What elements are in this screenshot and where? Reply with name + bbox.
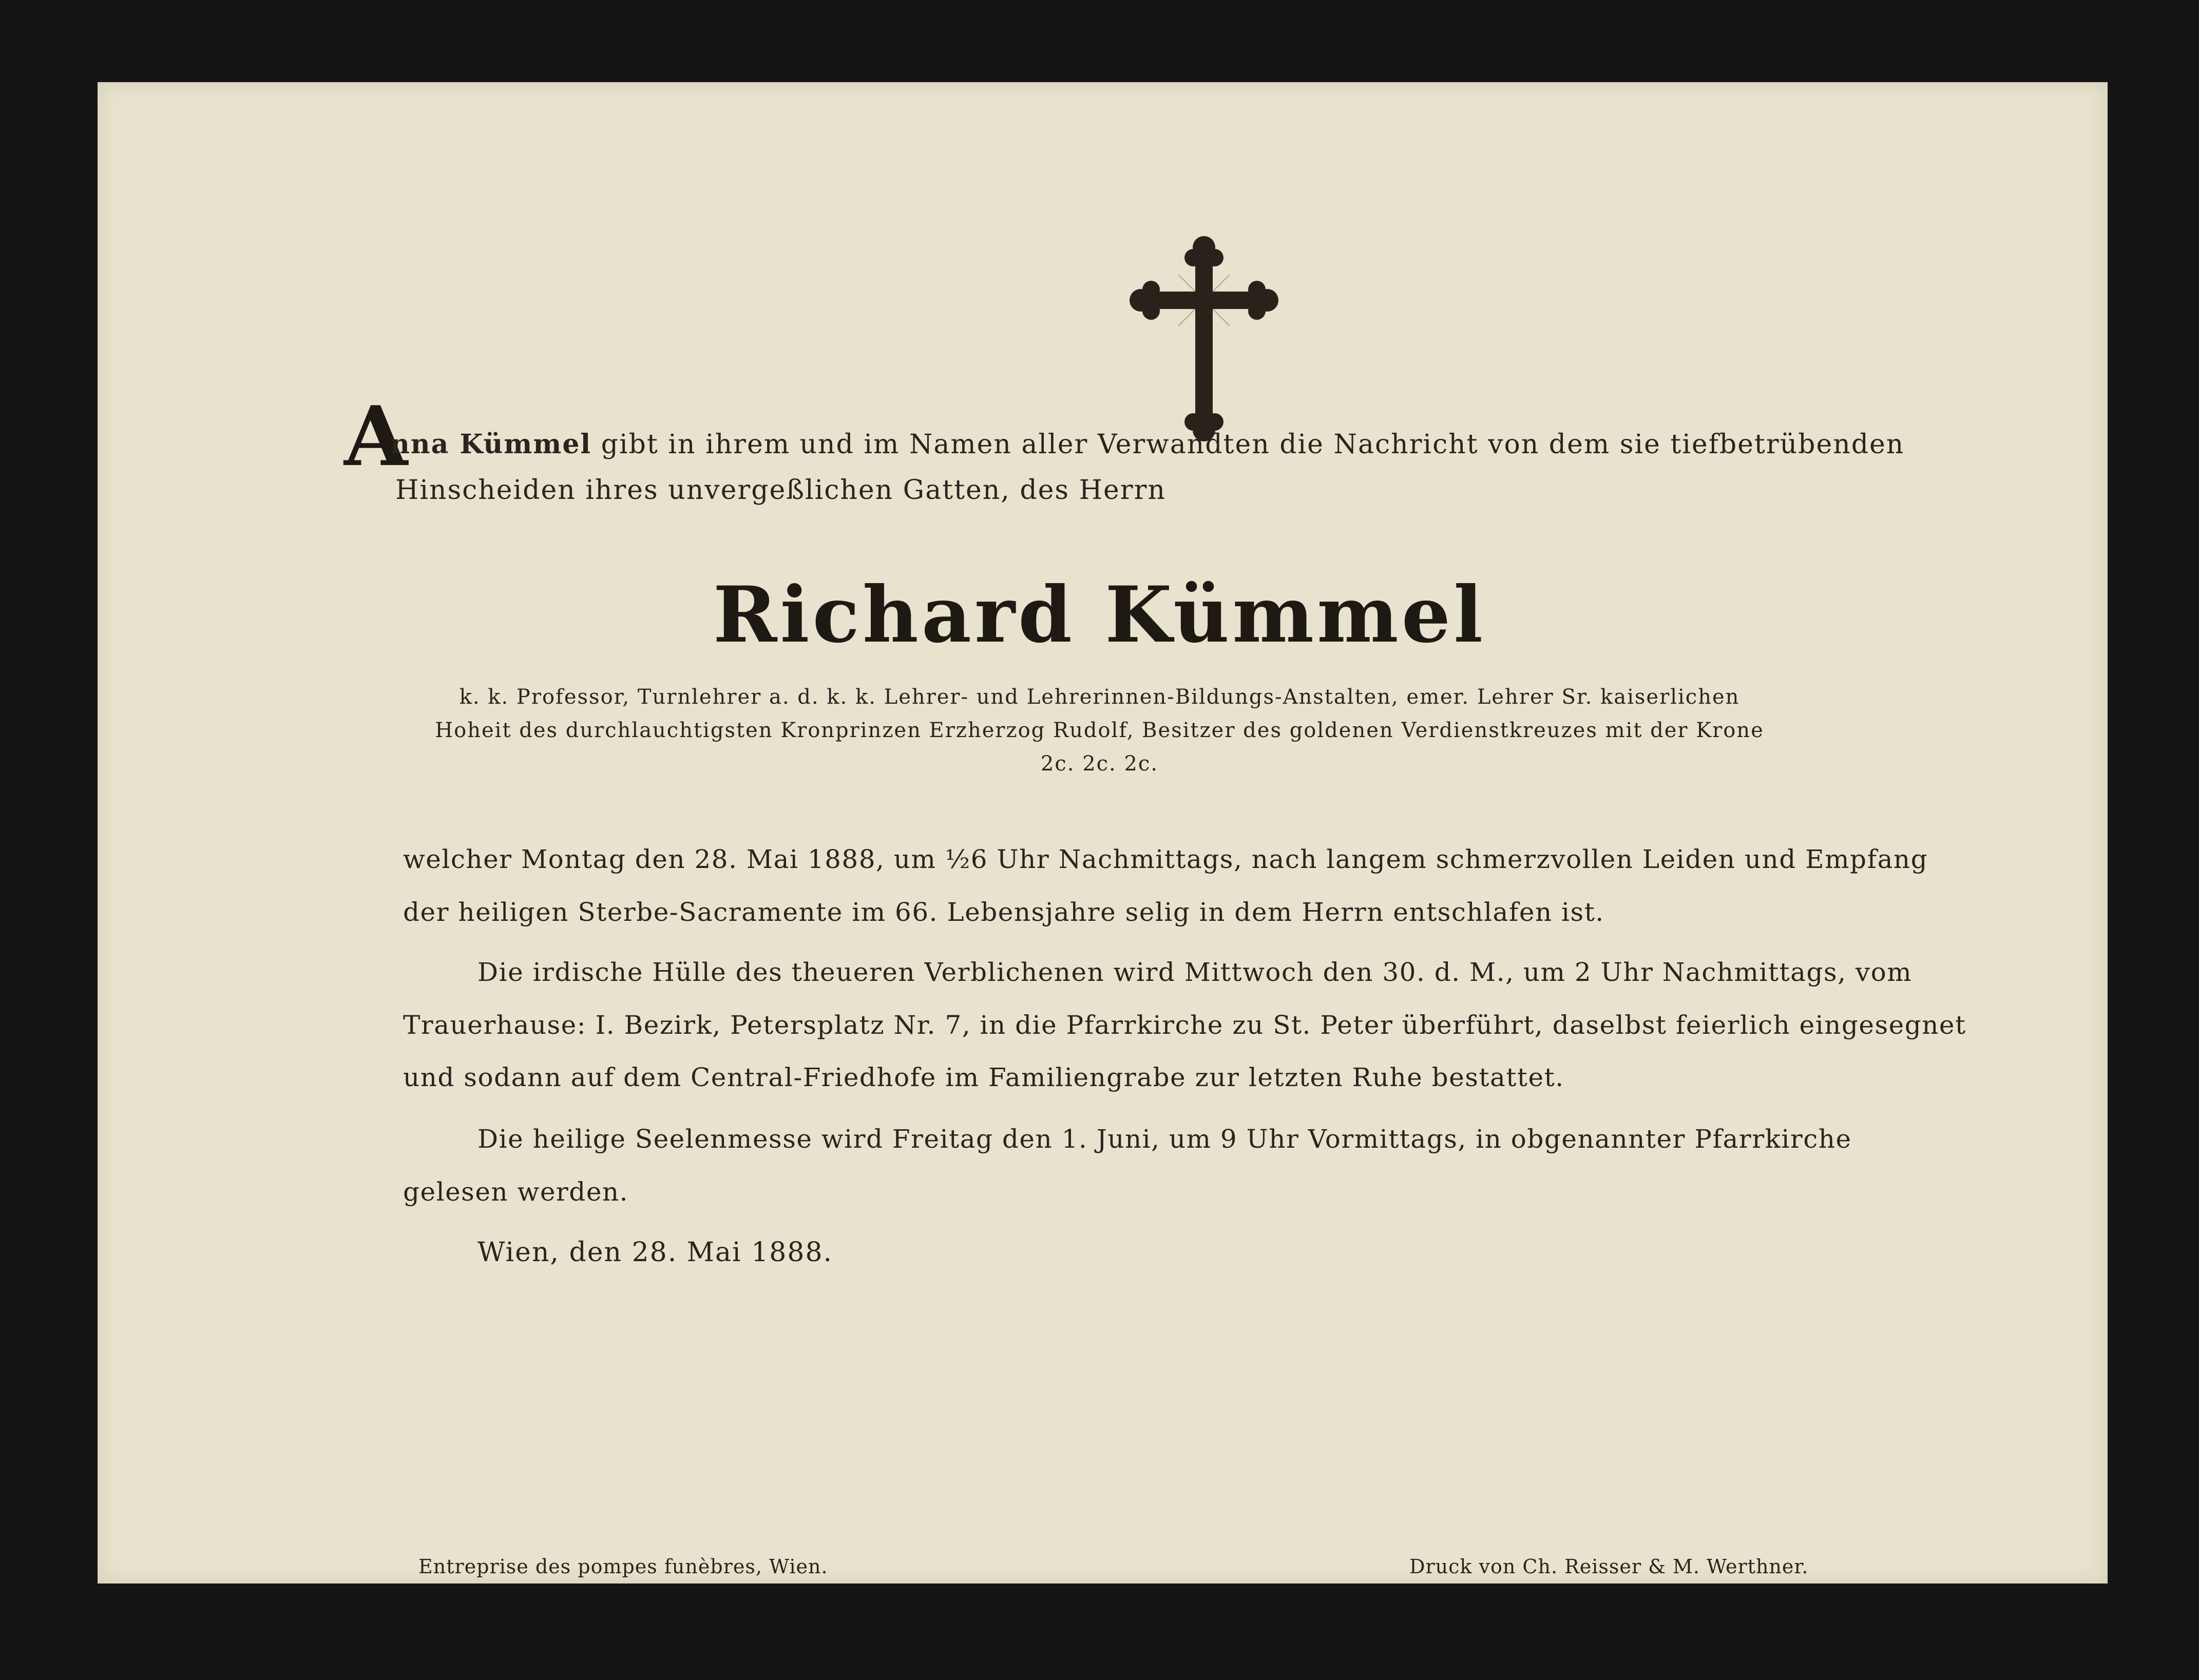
body-line: der heiligen Sterbe-Sacramente im 66. Lebensjahre selig in dem Herrn entschlafen ist. [403,897,1604,927]
deceased-name: Richard Kümmel [713,570,1486,660]
intro-line-1-text: gibt in ihrem und im Namen aller Verwandten die Nachricht von dem sie tiefbetrübenden [591,429,1905,460]
place-and-date: Wien, den 28. Mai 1888. [477,1237,833,1268]
printer-credit: Druck von Ch. Reisser & M. Werthner. [1409,1555,1809,1578]
body-line: welcher Montag den 28. Mai 1888, um ½6 Uhr Nachmittags, nach langem schmerzvollen Leiden und Empfang [403,844,1928,874]
ornate-cross-icon [1130,236,1278,441]
intro-line-2: Hinscheiden ihres unvergeßlichen Gatten, des Herrn [395,475,1166,506]
body-line: Die heilige Seelenmesse wird Freitag den 1. Juni, um 9 Uhr Vormittags, in obgenannter Pfarrkirche [477,1124,1852,1154]
body-line: Trauerhause: I. Bezirk, Petersplatz Nr. 7, in die Pfarrkirche zu St. Peter überführt, daselbst feierlich eingesegnet [403,1010,1966,1040]
body-line: und sodann auf dem Central-Friedhofe im Familiengrabe zur letzten Ruhe bestattet. [403,1063,1564,1092]
body-line: gelesen werden. [403,1177,629,1207]
body-line: Die irdische Hülle des theueren Verblichenen wird Mittwoch den 30. d. M., um 2 Uhr Nachmittags, vom [477,957,1913,987]
deceased-title-line-2: Hoheit des durchlauchtigsten Kronprinzen Erzherzog Rudolf, Besitzer des goldenen Verdienstkreuzes mit der Krone [435,719,1764,742]
intro-line-1 [390,429,1904,460]
deceased-title-line-3: 2c. 2c. 2c. [1040,752,1159,776]
deceased-title-line-1: k. k. Professor, Turnlehrer a. d. k. k. Lehrer- und Lehrerinnen-Bildungs-Anstalten, emer. Lehrer Sr. kaiserlichen [459,685,1740,709]
decorative-initial: A [344,388,408,485]
funeral-company-credit: Entreprise des pompes funèbres, Wien. [418,1555,828,1578]
mourning-notice-card [98,82,2108,1584]
widow-name: nna Kümmel [390,429,592,460]
